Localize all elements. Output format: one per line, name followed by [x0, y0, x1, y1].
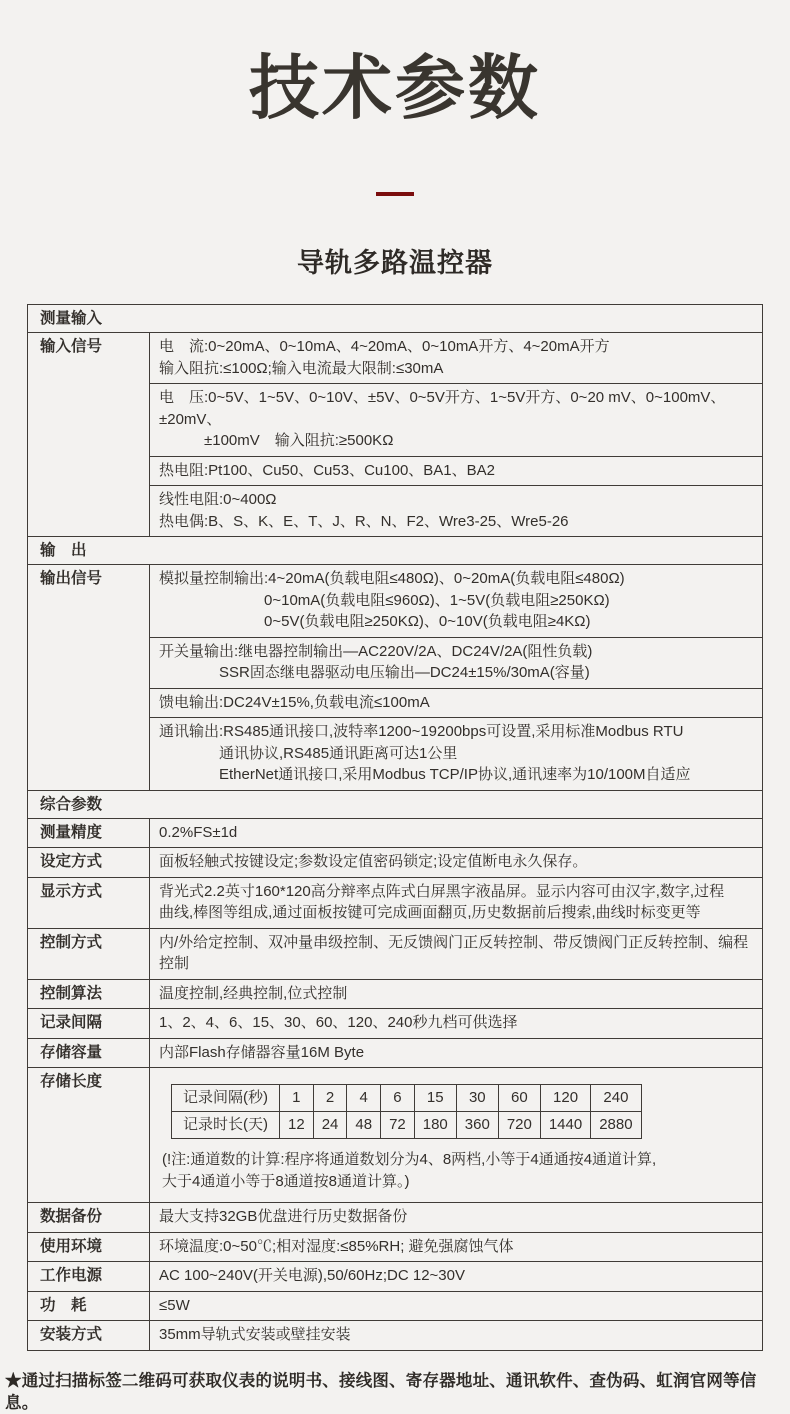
row-cells	[149, 878, 762, 928]
spec-line: 0~5V(负载电阻≥250KΩ)、0~10V(负载电阻≥4KΩ)	[159, 613, 591, 630]
spec-cell	[150, 1321, 762, 1350]
section-row	[28, 790, 762, 818]
param-row	[28, 564, 762, 790]
spec-cell	[150, 565, 762, 637]
record-table-cell: 30	[456, 1085, 498, 1112]
row-cells	[149, 848, 762, 877]
record-table-cell: 15	[414, 1085, 456, 1112]
section-label: 综合参数	[40, 795, 103, 813]
row-cells	[149, 565, 762, 790]
spec-line: 模拟量控制输出:4~20mA(负载电阻≤480Ω)、0~20mA(负载电阻≤480Ω)	[159, 570, 625, 587]
row-label: 输出信号	[40, 570, 103, 587]
spec-cell	[150, 688, 762, 718]
spec-cell	[150, 1039, 762, 1068]
spec-cell	[150, 485, 762, 536]
spec-line: 环境温度:0~50℃;相对湿度:≤85%RH; 避免强腐蚀气体	[159, 1237, 514, 1255]
row-label: 测量精度	[40, 823, 103, 841]
param-row	[28, 979, 762, 1009]
record-table-cell: 180	[414, 1112, 456, 1139]
record-table-cell: 6	[381, 1085, 415, 1112]
row-cells	[149, 929, 762, 979]
section-label: 输 出	[40, 542, 87, 559]
row-label: 存储容量	[40, 1043, 103, 1061]
record-table-cell: 记录时长(天)	[172, 1112, 280, 1139]
record-table-cell: 1440	[540, 1112, 590, 1139]
spec-line: 电 压:0~5V、1~5V、0~10V、±5V、0~5V开方、1~5V开方、0~20 mV、0~100mV、±20mV、	[159, 389, 726, 428]
spec-cell	[150, 1262, 762, 1291]
storage-note-line: 大于4通道小等于8通道按8通道计算。)	[162, 1172, 410, 1190]
spec-cell	[150, 717, 762, 790]
record-table-cell: 360	[456, 1112, 498, 1139]
record-table-row	[172, 1085, 642, 1112]
row-cells	[149, 1321, 762, 1350]
spec-line: 背光式2.2英寸160*120高分辩率点阵式白屏黑字液晶屏。显示内容可由汉字,数字,过程	[159, 882, 725, 900]
param-row	[28, 1038, 762, 1068]
section-row	[28, 536, 762, 564]
row-cells	[149, 1068, 762, 1202]
spec-cell	[150, 929, 762, 979]
record-table-cell: 60	[498, 1085, 540, 1112]
param-row	[28, 847, 762, 877]
storage-note	[162, 1149, 756, 1192]
record-table-cell: 48	[347, 1112, 381, 1139]
param-row	[28, 1261, 762, 1291]
spec-line: ±100mV 输入阻抗:≥500KΩ	[159, 432, 394, 449]
row-cells	[149, 1262, 762, 1291]
row-cells	[149, 1203, 762, 1232]
record-table-cell: 4	[347, 1085, 381, 1112]
record-length-table	[171, 1084, 642, 1139]
record-table-cell: 240	[591, 1085, 641, 1112]
spec-line: 开关量输出:继电器控制输出—AC220V/2A、DC24V/2A(阻性负载)	[159, 642, 593, 660]
spec-cell	[150, 878, 762, 928]
row-label: 存储长度	[40, 1073, 103, 1090]
row-cells	[149, 980, 762, 1009]
spec-cell	[150, 637, 762, 688]
spec-line: ≤5W	[159, 1296, 190, 1314]
spec-line: 内部Flash存储器容量16M Byte	[159, 1043, 365, 1061]
param-row	[28, 332, 762, 536]
row-label: 设定方式	[40, 853, 103, 870]
param-row	[28, 928, 762, 979]
row-cells	[149, 333, 762, 536]
page-header	[0, 0, 790, 278]
spec-line: 最大支持32GB优盘进行历史数据备份	[159, 1208, 408, 1225]
param-row	[28, 1008, 762, 1038]
row-label: 工作电源	[40, 1267, 103, 1284]
spec-line: 热电阻:Pt100、Cu50、Cu53、Cu100、BA1、BA2	[159, 461, 495, 479]
row-label: 功 耗	[40, 1296, 87, 1314]
page-title: 技术参数	[249, 49, 541, 127]
storage-length-cell	[150, 1068, 762, 1202]
spec-line: SSR固态继电器驱动电压输出—DC24±15%/30mA(容量)	[159, 664, 590, 681]
record-table-cell: 72	[381, 1112, 415, 1139]
storage-note-line: (!注:通道数的计算:程序将通道数划分为4、8两档,小等于4通通按4通道计算,	[162, 1151, 657, 1168]
spec-line: 0.2%FS±1d	[159, 823, 238, 841]
spec-cell	[150, 848, 762, 877]
row-cells	[149, 1009, 762, 1038]
param-row	[28, 1320, 762, 1350]
row-label: 控制算法	[40, 984, 103, 1002]
row-cells	[149, 1233, 762, 1262]
spec-cell	[150, 1292, 762, 1321]
spec-line: AC 100~240V(开关电源),50/60Hz;DC 12~30V	[159, 1267, 465, 1284]
param-row	[28, 1291, 762, 1321]
row-label: 控制方式	[40, 933, 103, 951]
spec-line: 35mm导轨式安装或壁挂安装	[159, 1326, 351, 1343]
row-cells	[149, 1292, 762, 1321]
section-label: 测量输入	[40, 310, 103, 327]
spec-cell	[150, 1233, 762, 1262]
row-cells	[149, 1039, 762, 1068]
spec-cell	[150, 1203, 762, 1232]
record-table-cell: 720	[498, 1112, 540, 1139]
spec-cell	[150, 383, 762, 456]
spec-line: 馈电输出:DC24V±15%,负载电流≤100mA	[159, 693, 430, 711]
spec-cell	[150, 1009, 762, 1038]
record-table-cell: 记录间隔(秒)	[172, 1085, 280, 1112]
spec-cell	[150, 456, 762, 486]
footer-note: ★通过扫描标签二维码可获取仪表的说明书、接线图、寄存器地址、通讯软件、查伪码、虹润官网等信息。	[5, 1371, 757, 1412]
spec-line: 输入阻抗:≤100Ω;输入电流最大限制:≤30mA	[159, 359, 444, 377]
record-table-cell: 2	[313, 1085, 347, 1112]
row-label: 记录间隔	[40, 1014, 103, 1031]
row-label: 输入信号	[40, 338, 103, 355]
product-subtitle: 导轨多路温控器	[297, 248, 493, 278]
spec-line: 通讯协议,RS485通讯距离可达1公里	[159, 744, 458, 762]
param-row	[28, 1067, 762, 1202]
record-table-row	[172, 1112, 642, 1139]
spec-line: 通讯输出:RS485通讯接口,波特率1200~19200bps可设置,采用标准Modbus RTU	[159, 723, 684, 740]
specs-table	[27, 304, 763, 1351]
spec-cell	[150, 333, 762, 383]
spec-cell	[150, 980, 762, 1009]
spec-line: 面板轻触式按键设定;参数设定值密码锁定;设定值断电永久保存。	[159, 853, 588, 870]
row-label: 使用环境	[40, 1237, 103, 1255]
spec-line: 1、2、4、6、15、30、60、120、240秒九档可供选择	[159, 1014, 518, 1031]
section-row	[28, 305, 762, 332]
param-row	[28, 877, 762, 928]
row-label: 安装方式	[40, 1326, 103, 1343]
spec-line: 0~10mA(负载电阻≤960Ω)、1~5V(负载电阻≥250KΩ)	[159, 591, 610, 609]
spec-line: EtherNet通讯接口,采用Modbus TCP/IP协议,通讯速率为10/100M自适应	[159, 766, 691, 783]
spec-line: 热电偶:B、S、K、E、T、J、R、N、F2、Wre3-25、Wre5-26	[159, 512, 569, 530]
spec-line: 温度控制,经典控制,位式控制	[159, 984, 348, 1002]
spec-line: 曲线,棒图等组成,通过面板按键可完成画面翻页,历史数据前后搜索,曲线时标变更等	[159, 904, 701, 921]
row-cells	[149, 819, 762, 848]
param-row	[28, 1232, 762, 1262]
spec-cell	[150, 819, 762, 848]
record-table-cell: 12	[280, 1112, 314, 1139]
record-table-cell: 120	[540, 1085, 590, 1112]
record-table-cell: 1	[280, 1085, 314, 1112]
spec-line: 电 流:0~20mA、0~10mA、4~20mA、0~10mA开方、4~20mA开方	[159, 338, 610, 355]
param-row	[28, 1202, 762, 1232]
spec-line: 线性电阻:0~400Ω	[159, 491, 277, 508]
record-table-cell: 2880	[591, 1112, 641, 1139]
accent-dash	[376, 192, 414, 196]
spec-line: 内/外给定控制、双冲量串级控制、无反馈阀门正反转控制、带反馈阀门正反转控制、编程控制	[159, 933, 749, 972]
param-row	[28, 818, 762, 848]
row-label: 数据备份	[40, 1208, 103, 1225]
record-table-cell: 24	[313, 1112, 347, 1139]
row-label: 显示方式	[40, 882, 103, 900]
